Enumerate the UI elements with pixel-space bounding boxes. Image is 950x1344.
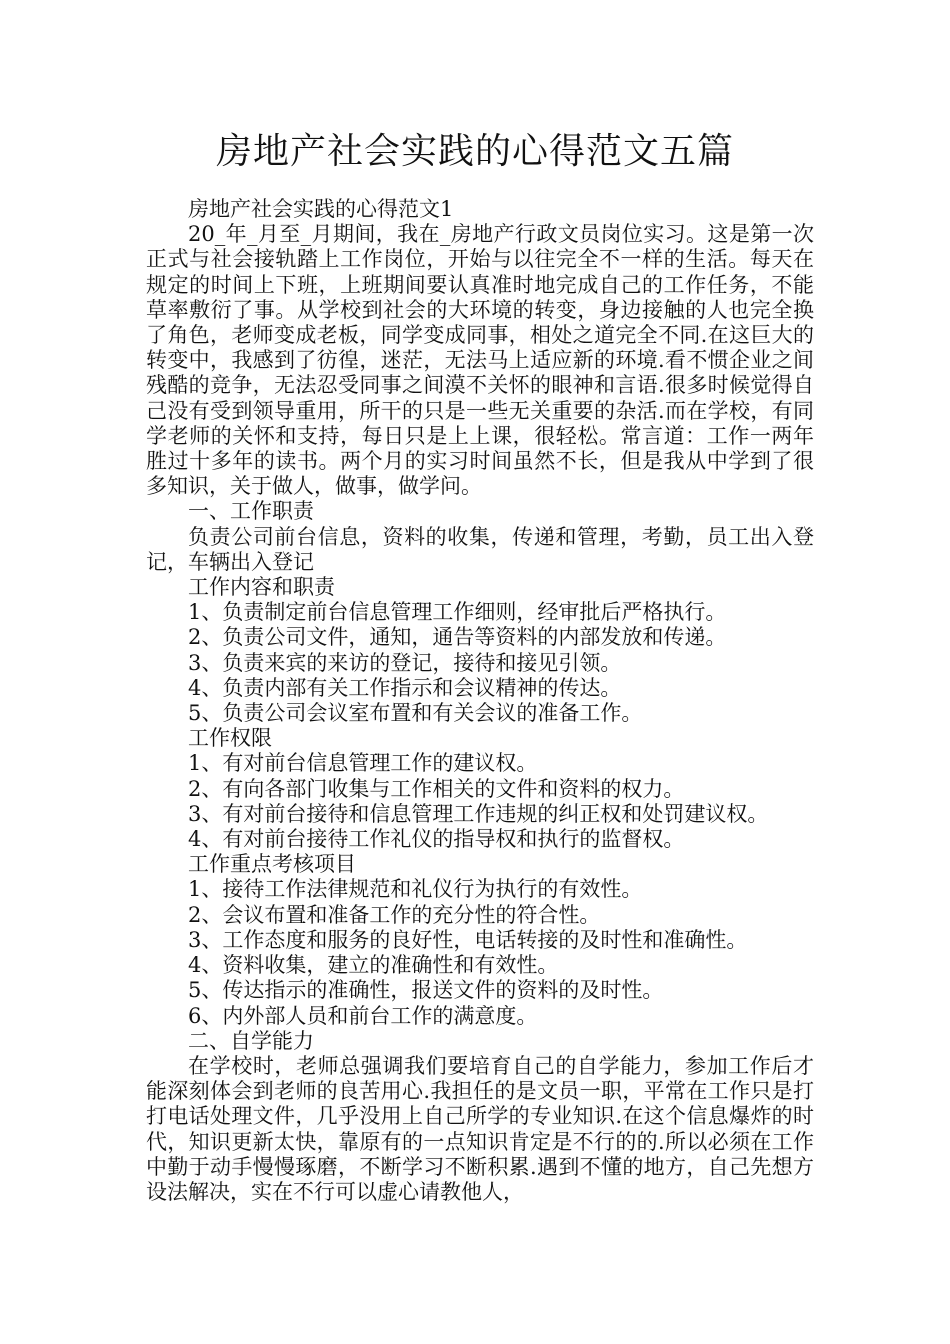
duty-item: 4、负责内部有关工作指示和会议精神的传达。	[188, 675, 622, 700]
assessment-item: 4、资料收集，建立的准确性和有效性。	[188, 953, 559, 978]
duty-item: 2、负责公司文件，通知，通告等资料的内部发放和传递。	[188, 625, 727, 650]
assessment-item: 1、接待工作法律规范和礼仪行为执行的有效性。	[188, 877, 643, 902]
intro-paragraph: 20_年_月至_月期间，我在_房地产行政文员岗位实习。这是第一次正式与社会接轨踏上工作岗位，开始与以往完全不一样的生活。每天在规定的时间上下班，上班期间要认真准时地完成自己的工作任务，不能草率敷衍了事。从学校到社会的大环境的转变，身边接触的人也完全换了角色，老师变成老板，同学变成同事，相处之道完全不同.在这巨大的转变中，我感到了彷徨，迷茫，无法马上适应新的环境.看不惯企业之间残酷的竞争，无法忍受同事之间漠不关怀的眼神和言语.很多时候觉得自己没有受到领导重用，所干的只是一些无关重要的杂活.而在学校，有同学老师的关怀和支持，每日只是上上课，很轻松。常言道：工作一两年胜过十多年的读书。两个月的实习时间虽然不长，但是我从中学到了很多知识，关于做人，做事，做学问。	[146, 222, 814, 499]
assessment-item: 2、会议布置和准备工作的充分性的符合性。	[188, 902, 601, 927]
section1-paragraph: 负责公司前台信息，资料的收集，传递和管理，考勤，员工出入登记，车辆出入登记	[146, 524, 814, 574]
authority-item: 3、有对前台接待和信息管理工作违规的纠正权和处罚建议权。	[188, 801, 769, 826]
assessment-item: 6、内外部人员和前台工作的满意度。	[188, 1003, 538, 1028]
authority-item: 2、有向各部门收集与工作相关的文件和资料的权力。	[188, 776, 685, 801]
duty-item: 1、负责制定前台信息管理工作细则，经审批后严格执行。	[188, 600, 727, 625]
assessment-item: 3、工作态度和服务的良好性，电话转接的及时性和准确性。	[188, 927, 748, 952]
duty-item: 5、负责公司会议室布置和有关会议的准备工作。	[188, 701, 643, 726]
duties-heading: 工作内容和职责	[188, 575, 335, 600]
authority-item: 4、有对前台接待工作礼仪的指导权和执行的监督权。	[188, 827, 685, 852]
assessment-heading: 工作重点考核项目	[188, 852, 356, 877]
section2-paragraph: 在学校时，老师总强调我们要培育自己的自学能力，参加工作后才能深刻体会到老师的良苦用心.我担任的是文员一职，平常在工作只是打打电话处理文件，几乎没用上自己所学的专业知识.在这个信息爆炸的时代，知识更新太快，靠原有的一点知识肯定是不行的的.所以必须在工作中勤于动手慢慢琢磨，不断学习不断积累.遇到不懂的地方，自己先想方设法解决，实在不行可以虚心请教他人，	[146, 1053, 814, 1204]
section1-heading: 一、工作职责	[188, 499, 314, 524]
document-body	[146, 197, 814, 1205]
document-title: 房地产社会实践的心得范文五篇	[215, 131, 734, 172]
authority-item: 1、有对前台信息管理工作的建议权。	[188, 751, 538, 776]
section2-heading: 二、自学能力	[188, 1028, 314, 1053]
duty-item: 3、负责来宾的来访的登记，接待和接见引领。	[188, 650, 622, 675]
assessment-item: 5、传达指示的准确性，报送文件的资料的及时性。	[188, 978, 664, 1003]
authority-heading: 工作权限	[188, 726, 272, 751]
article-subtitle: 房地产社会实践的心得范文1	[188, 197, 454, 221]
